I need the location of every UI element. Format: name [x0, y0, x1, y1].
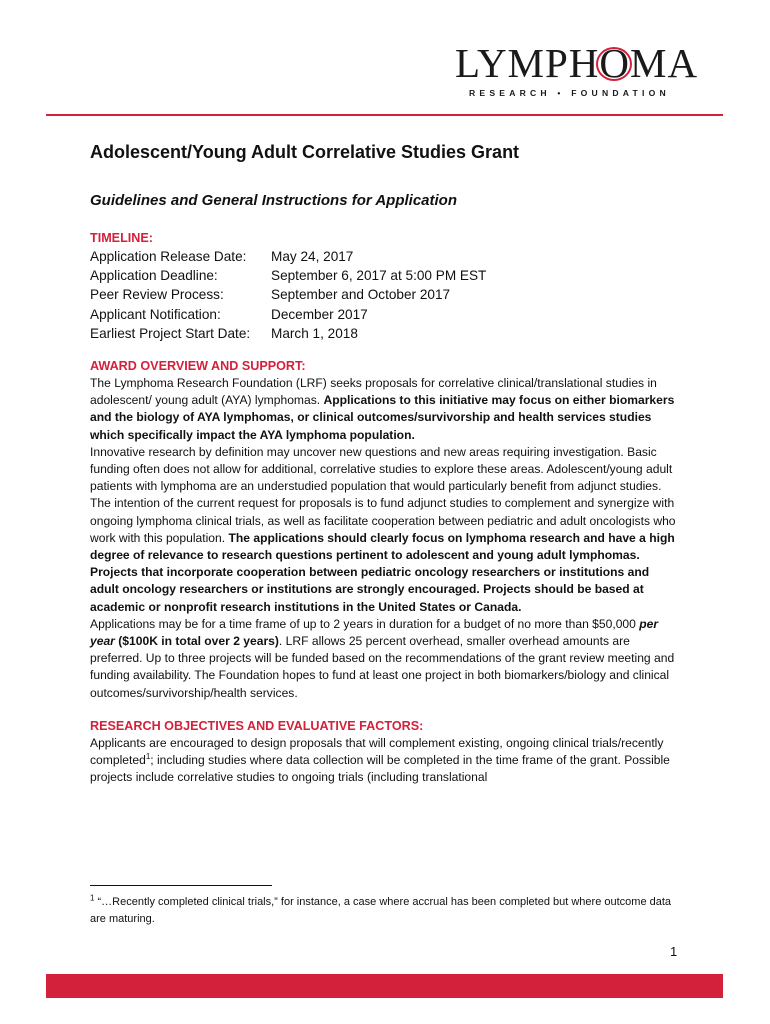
award-p3-total: ($100K in total over 2 years) [118, 634, 279, 649]
research-heading: RESEARCH OBJECTIVES AND EVALUATIVE FACTORS: [90, 718, 424, 733]
logo-subtitle: RESEARCH • FOUNDATION [469, 88, 670, 98]
footnote-divider [90, 885, 272, 886]
timeline-row [90, 285, 486, 304]
award-paragraph-1 [90, 375, 680, 444]
award-p1-bold: Applications to this initiative may focus on either biomarkers and the biology of AYA lymphomas, or clinical outcomes/survivorship and health services studies which specifically impact the AYA lymphoma population. [90, 393, 675, 442]
timeline-label: Application Deadline: [90, 268, 218, 284]
timeline-value: December 2017 [271, 306, 368, 322]
timeline-row [90, 247, 486, 266]
timeline-label: Earliest Project Start Date: [90, 325, 251, 341]
timeline-label: Application Release Date: [90, 249, 247, 264]
logo-wordmark [455, 40, 699, 86]
award-p3-text: Applications may be for a time frame of up to 2 years in duration for a budget of no more than $50,000 [90, 616, 636, 631]
logo-letter-o [599, 40, 630, 86]
footnote-text: “…Recently completed clinical trials,” for instance, a case where accrual has been completed but where outcome data are maturing. [90, 896, 672, 925]
logo-word-part: MA [630, 40, 699, 86]
timeline-value: September 6, 2017 at 5:00 PM EST [271, 268, 487, 284]
document-subtitle: Guidelines and General Instructions for Application [90, 192, 457, 209]
timeline-label: Peer Review Process: [90, 287, 224, 303]
header-divider [46, 114, 723, 116]
timeline-table [90, 247, 486, 343]
lrf-logo [455, 40, 699, 98]
award-heading: AWARD OVERVIEW AND SUPPORT: [90, 359, 306, 374]
footnote-ref: 1 [145, 752, 151, 762]
research-paragraph-1 [90, 735, 680, 787]
timeline-row [90, 324, 486, 343]
logo-word-part: LYMPH [455, 40, 600, 86]
page-number: 1 [670, 944, 678, 959]
award-p2-text: Innovative research by definition may uncover new questions and new areas requiring investigation. Basic funding often does not allow for additional, correlative studies to explore these areas. Adolescent/young adult patients with lymphoma are an understudied population that would particularly benefit from adjunct studies. The intention of the current request for proposals is to fund adjunct studies to complement and synergize with ongoing lymphoma clinical trials, as well as facilitate cooperation between pediatric and adult oncologists who work with this population. [90, 444, 676, 545]
logo-o-letter: O [599, 40, 631, 86]
timeline-value: May 24, 2017 [271, 249, 354, 264]
award-p3-rest: . LRF allows 25 percent overhead, smaller overhead amounts are preferred. Up to three projects will be funded based on the recommendations of the grant review meeting and funding availability. The Foundation hopes to fund at least one project in both biomarkers/biology and clinical outcomes/survivorship/health services. [90, 634, 675, 700]
research-p1-text: Applicants are encouraged to design proposals that will complement existing, ongoing clinical trials/recently completed [90, 735, 664, 768]
footnote [90, 894, 680, 928]
award-p3-per-year: per year [90, 616, 659, 649]
document-body [90, 140, 680, 786]
timeline-heading: TIMELINE: [90, 231, 153, 245]
award-p1-text: The Lymphoma Research Foundation (LRF) seeks proposals for correlative clinical/translational studies in adolescent/ young adult (AYA) lymphomas. [90, 376, 657, 408]
award-paragraph-2 [90, 444, 680, 616]
research-p1-rest: ; including studies where data collection will be completed in the time frame of the grant. Possible projects include correlative studies to ongoing trials (including translational [90, 753, 670, 785]
award-p2-bold: The applications should clearly focus on lymphoma research and have a high degree of relevance to research questions pertinent to adolescent and young adult lymphomas. Projects that incorporate cooperation between pediatric oncology researchers or institutions and adult oncology researchers or institutions are strongly encouraged. Projects should be based at academic or nonprofit research institutions in the United States or Canada. [90, 530, 675, 614]
timeline-value: March 1, 2018 [271, 325, 358, 341]
timeline-row [90, 305, 486, 324]
footer-bar [46, 974, 723, 998]
timeline-label: Applicant Notification: [90, 306, 221, 322]
document-title: Adolescent/Young Adult Correlative Studies Grant [90, 142, 520, 162]
footnote-marker: 1 [90, 893, 95, 903]
timeline-value: September and October 2017 [271, 287, 451, 303]
award-paragraph-3 [90, 616, 680, 702]
timeline-row [90, 266, 486, 285]
